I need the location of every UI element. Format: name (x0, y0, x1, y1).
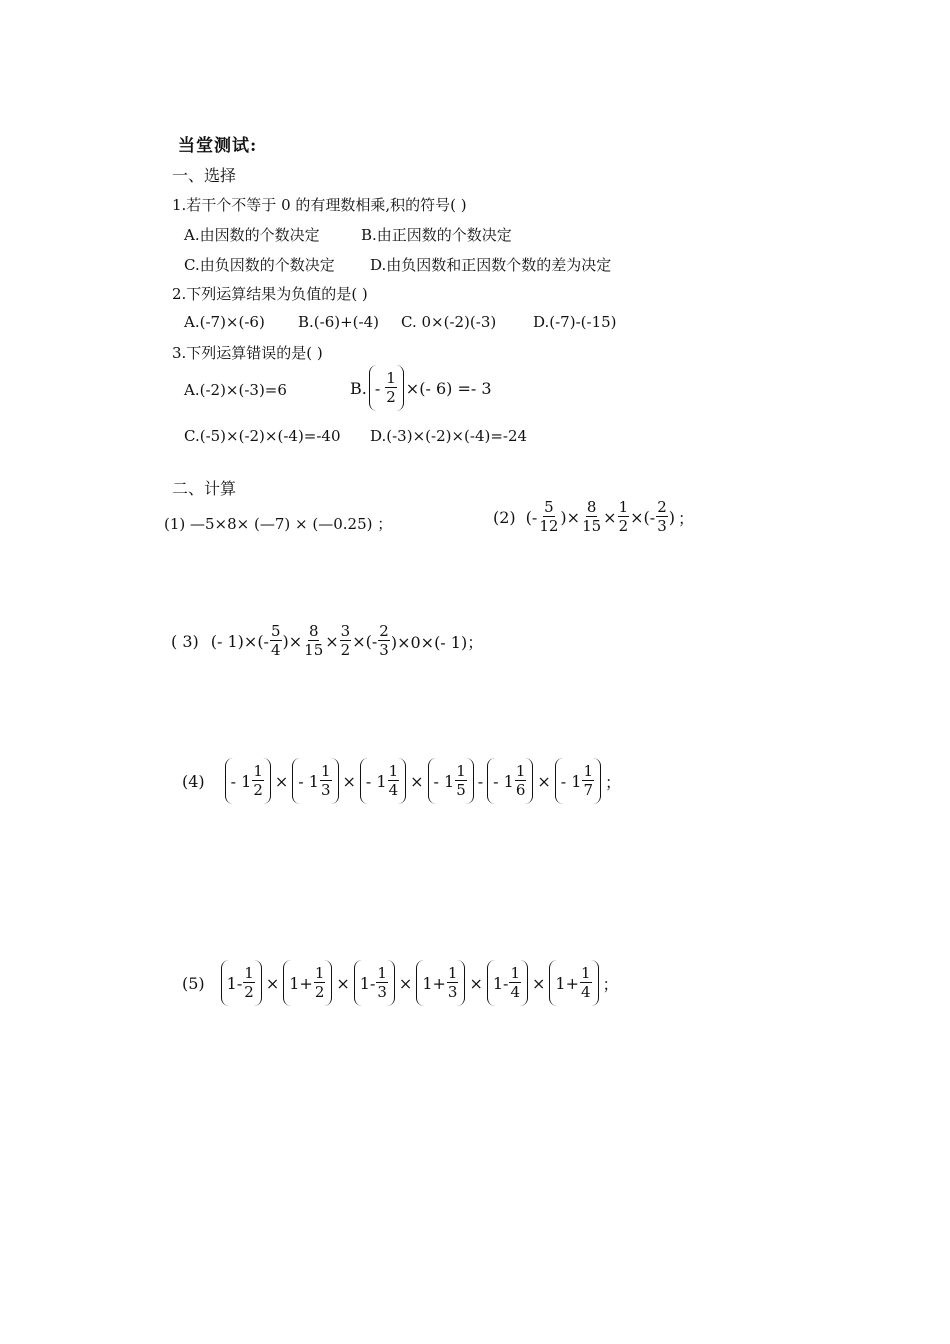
calc-problem-4: (4) - 1 $\frac{1}{2}$ × - 1 $\frac{1}{3}$ × - 1 $\frac{1}{4}$ × - 1 $\frac{1}{5}$ - - 1 $\frac{1}{6}$ × - 1 $\frac{1}{7}$ ； (182, 758, 621, 804)
fraction: $\frac{2}{3}$ (379, 622, 389, 659)
mixed-number-term: - 1 $\frac{1}{6}$ (487, 758, 533, 804)
fraction: $\frac{8}{15}$ (582, 498, 602, 535)
section-calc-heading: 二、计算 (172, 479, 237, 498)
mixed-number-term: - 1 $\frac{1}{7}$ (555, 758, 601, 804)
q1-option-d: D.由负因数和正因数个数的差为决定 (370, 256, 612, 274)
fraction: $\frac{3}{2}$ (340, 622, 351, 659)
binomial-term: 1- $\frac{1}{4}$ (487, 960, 528, 1006)
mixed-number-term: - 1 $\frac{1}{4}$ (360, 758, 406, 804)
fraction: $\frac{8}{15}$ (304, 622, 324, 659)
q2-option-d: D.(-7)-(-15) (533, 313, 617, 331)
q3-option-c: C.(-5)×(-2)×(-4)=-40 (184, 427, 341, 445)
q1-option-a: A.由因数的个数决定 (184, 226, 320, 244)
calc-problem-3: ( 3) (- 1)×(- $\frac{5}{4}$ )× $\frac{8}{15}$ × $\frac{3}{2}$ ×(- $\frac{2}{3}$ )×0×(- 1)； (171, 622, 484, 659)
calc-problem-5: (5) 1- $\frac{1}{2}$ × 1+ $\frac{1}{2}$ × 1- $\frac{1}{3}$ × 1+ $\frac{1}{3}$ × 1- $\frac{1}{4}$ × 1+ $\frac{1}{4}$ ； (182, 960, 619, 1006)
q1-option-b: B.由正因数的个数决定 (361, 226, 512, 244)
section-choice-heading: 一、选择 (172, 166, 237, 185)
q3-option-b: B. - $\frac{1}{2}$ ×(- 6) =- 3 (350, 365, 492, 411)
calc-problem-2: (2) (- $\frac{5}{12}$ )× $\frac{8}{15}$ × $\frac{1}{2}$ ×(- $\frac{2}{3}$ ) ； (493, 498, 694, 535)
q2-stem: 2.下列运算结果为负值的是( ) (172, 285, 368, 303)
binomial-term: 1- $\frac{1}{2}$ (221, 960, 262, 1006)
fraction: $\frac{2}{3}$ (657, 498, 667, 535)
q2-option-b: B.(-6)+(-4) (298, 313, 379, 331)
q1-option-c: C.由负因数的个数决定 (184, 256, 335, 274)
q3-option-b-paren: - $\frac{1}{2}$ (369, 365, 404, 411)
mixed-number-term: - 1 $\frac{1}{2}$ (225, 758, 271, 804)
page-title: 当堂测试: (178, 136, 258, 156)
binomial-term: 1+ $\frac{1}{3}$ (416, 960, 465, 1006)
q3-option-d: D.(-3)×(-2)×(-4)=-24 (370, 427, 528, 445)
fraction: $\frac{1}{2}$ (618, 498, 629, 535)
binomial-term: 1+ $\frac{1}{2}$ (283, 960, 332, 1006)
fraction: $\frac{1}{2}$ (386, 369, 396, 406)
fraction: $\frac{5}{4}$ (270, 622, 281, 659)
q2-option-c: C. 0×(-2)(-3) (401, 313, 497, 331)
mixed-number-term: - 1 $\frac{1}{3}$ (292, 758, 338, 804)
binomial-term: 1- $\frac{1}{3}$ (354, 960, 395, 1006)
calc-problem-1: (1) —5×8× (—7) × (—0.25) ； (164, 515, 393, 533)
mixed-number-term: - 1 $\frac{1}{5}$ (428, 758, 474, 804)
binomial-term: 1+ $\frac{1}{4}$ (549, 960, 598, 1006)
q3-stem: 3.下列运算错误的是( ) (172, 344, 323, 362)
q2-option-a: A.(-7)×(-6) (184, 313, 265, 331)
q3-option-b-label: B. (350, 378, 367, 398)
q1-stem: 1.若干个不等于 0 的有理数相乘,积的符号( ) (172, 196, 467, 214)
q3-option-a: A.(-2)×(-3)=6 (184, 381, 287, 399)
fraction: $\frac{5}{12}$ (539, 498, 559, 535)
